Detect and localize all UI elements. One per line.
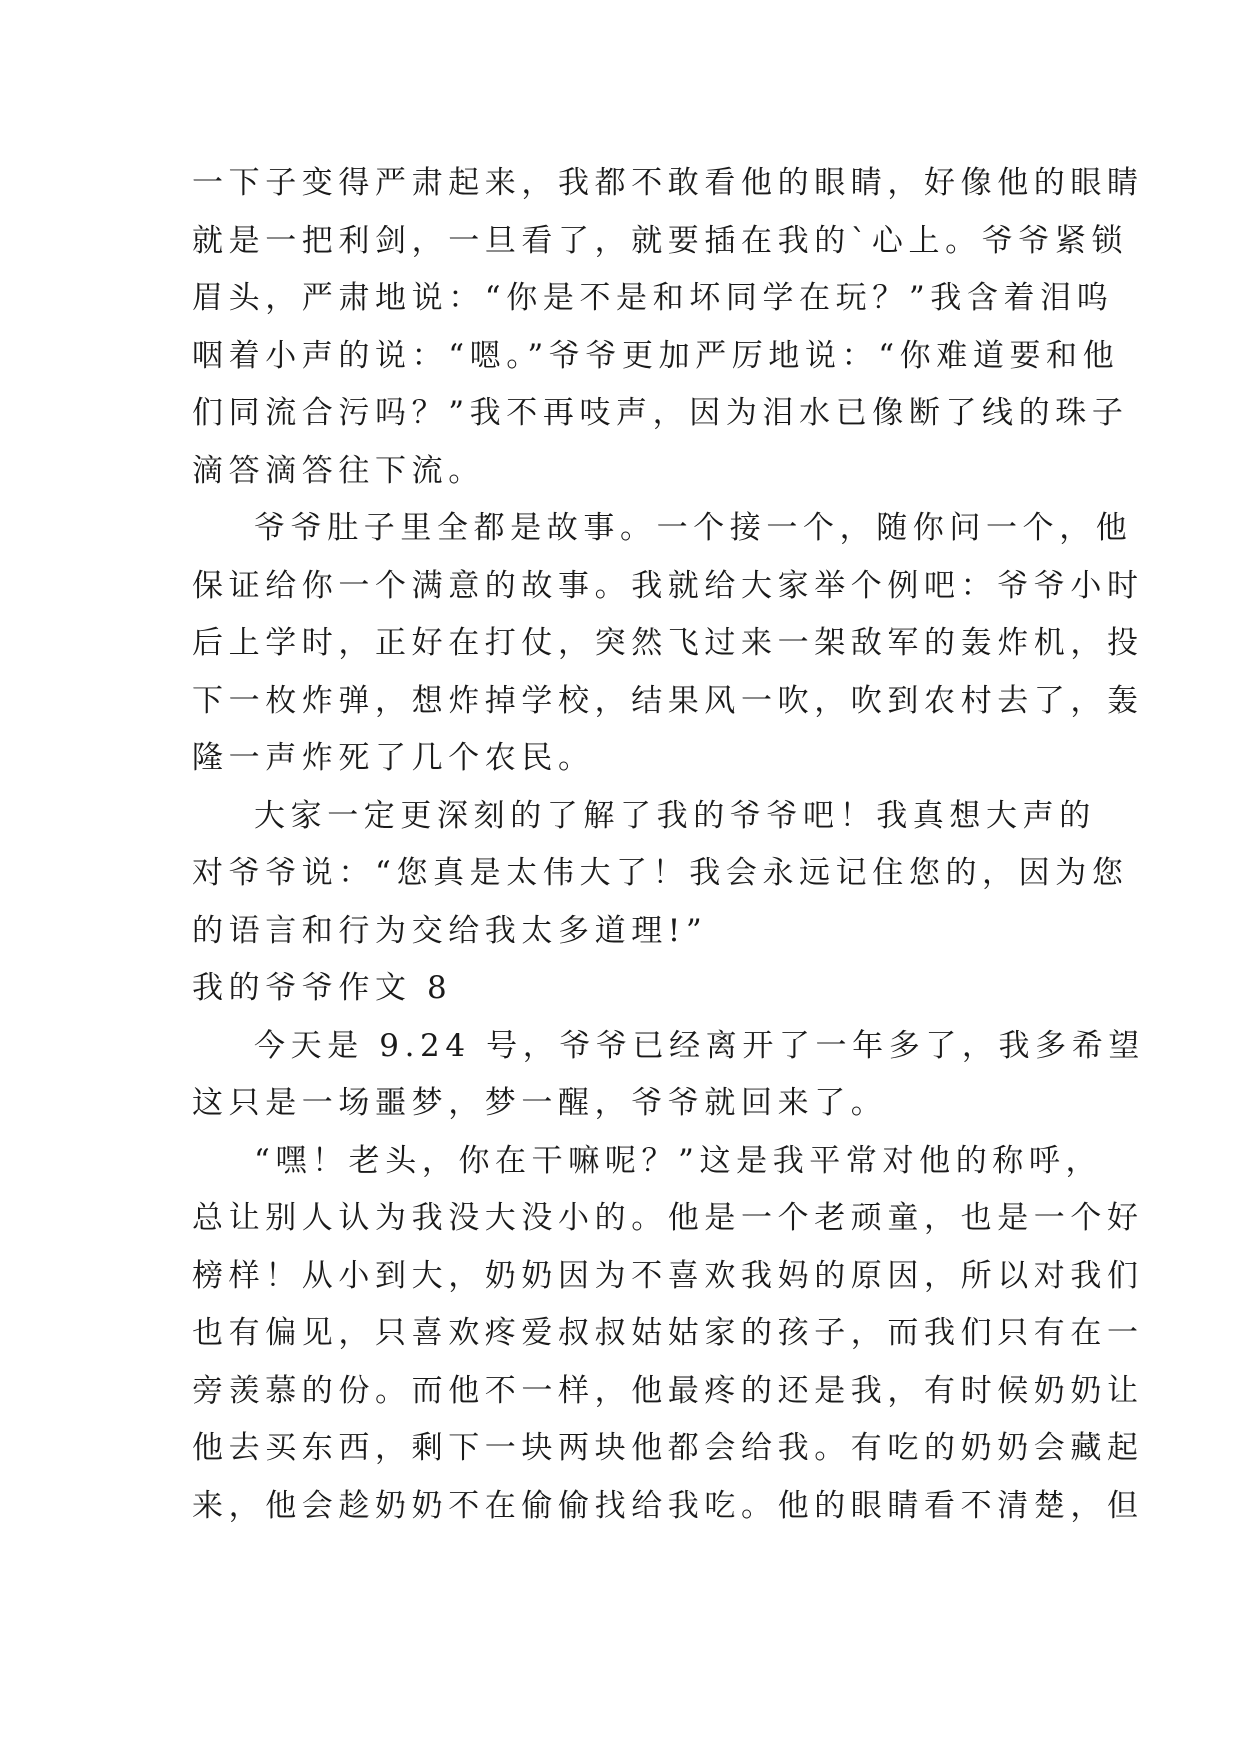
- text-line: 们同流合污吗？”我不再吱声，因为泪水已像断了线的珠子: [192, 395, 1129, 431]
- text-line: 旁羡慕的份。而他不一样，他最疼的还是我，有时候奶奶让: [192, 1372, 1144, 1409]
- text-line: 对爷爷说：“您真是太伟大了！我会永远记住您的，因为您: [192, 855, 1129, 891]
- text-line: 后上学时，正好在打仗，突然飞过来一架敌军的轰炸机，投: [192, 625, 1144, 661]
- text-line: 咽着小声的说：“嗯。”爷爷更加严厉地说：“你难道要和他: [192, 337, 1120, 374]
- paragraph-first-line: “嘿！老头，你在干嘛呢？”这是我平常对他的称呼，: [254, 1142, 1103, 1179]
- text-line: 下一枚炸弹，想炸掉学校，结果风一吹，吹到农村去了，轰: [192, 682, 1144, 719]
- paragraph-first-line: 爷爷肚子里全都是故事。一个接一个，随你问一个，他: [254, 510, 1133, 546]
- text-line: 就是一把利剑，一旦看了，就要插在我的`心上。爷爷紧锁: [192, 222, 1129, 259]
- text-line: 总让别人认为我没大没小的。他是一个老顽童，也是一个好: [192, 1200, 1144, 1236]
- document-body: [192, 155, 1145, 1535]
- text-line: 也有偏见，只喜欢疼爱叔叔姑姑家的孩子，而我们只有在一: [192, 1315, 1144, 1351]
- text-line: 隆一声炸死了几个农民。: [192, 740, 595, 776]
- text-line: 来，他会趁奶奶不在偷偷找给我吃。他的眼睛看不清楚，但: [192, 1487, 1144, 1524]
- text-line: 保证给你一个满意的故事。我就给大家举个例吧：爷爷小时: [192, 567, 1144, 604]
- text-line: 榜样！从小到大，奶奶因为不喜欢我妈的原因，所以对我们: [192, 1257, 1144, 1294]
- text-line: 眉头，严肃地说：“你是不是和坏同学在玩？”我含着泪呜: [192, 280, 1114, 316]
- text-line: 滴答滴答往下流。: [192, 452, 485, 489]
- section-heading: 我的爷爷作文 8: [192, 970, 453, 1006]
- text-line: 的语言和行为交给我太多道理!”: [192, 912, 708, 949]
- text-line: 这只是一场噩梦，梦一醒，爷爷就回来了。: [192, 1085, 888, 1121]
- paragraph-first-line: 大家一定更深刻的了解了我的爷爷吧！我真想大声的: [254, 797, 1096, 834]
- text-line: 他去买东西，剩下一块两块他都会给我。有吃的奶奶会藏起: [192, 1430, 1144, 1466]
- paragraph-first-line: 今天是 9.24 号，爷爷已经离开了一年多了，我多希望: [254, 1027, 1145, 1064]
- text-line: 一下子变得严肃起来，我都不敢看他的眼睛，好像他的眼睛: [192, 165, 1144, 201]
